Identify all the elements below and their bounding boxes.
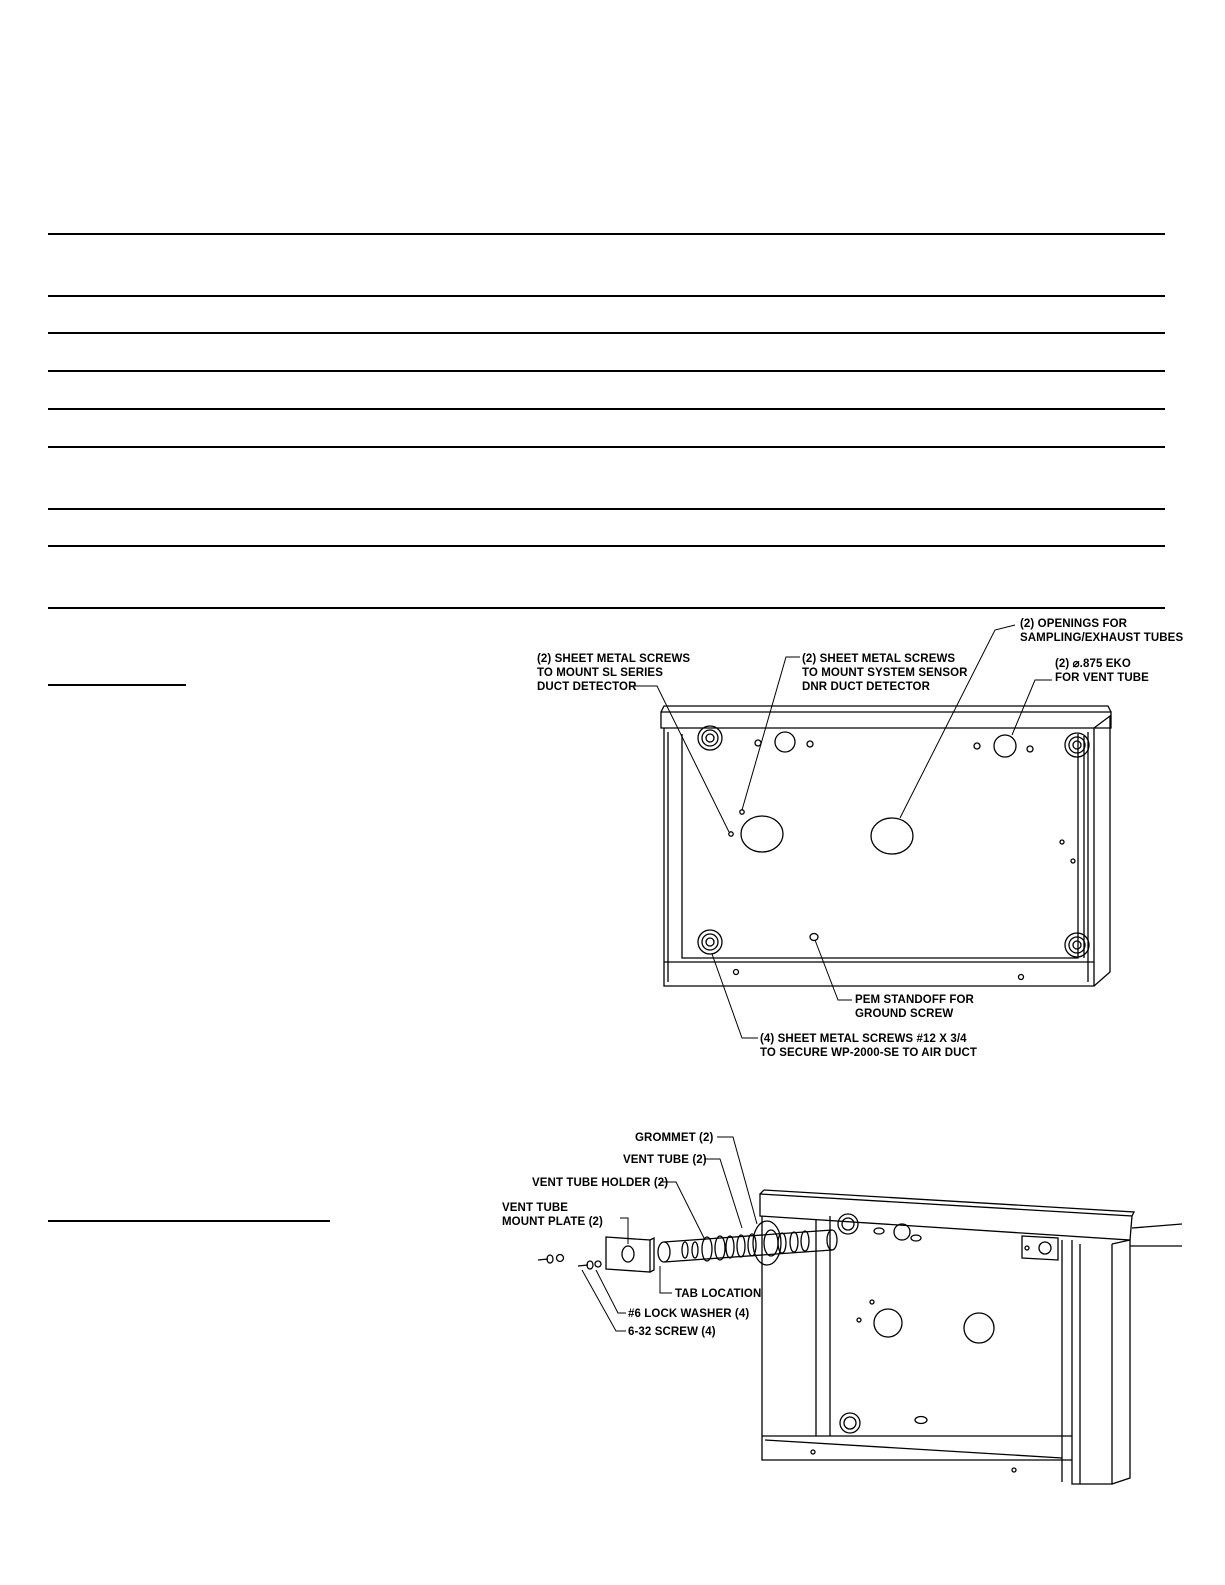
label-grommet: GROMMET (2): [635, 1132, 714, 1144]
label-mount-plate: VENT TUBE MOUNT PLATE (2): [502, 1202, 603, 1228]
label-pem-standoff: PEM STANDOFF FOR GROUND SCREW: [855, 994, 974, 1020]
label-lock-washer: #6 LOCK WASHER (4): [628, 1308, 750, 1320]
label-vent-tube: VENT TUBE (2): [623, 1154, 707, 1166]
label-sl-screws: (2) SHEET METAL SCREWS TO MOUNT SL SERIES DUCT DETECTOR: [537, 653, 691, 693]
label-tab-location: TAB LOCATION: [675, 1288, 762, 1300]
label-vent-tube-holder: VENT TUBE HOLDER (2): [532, 1177, 669, 1189]
label-dnr-screws: (2) SHEET METAL SCREWS TO MOUNT SYSTEM SENSOR DNR DUCT DETECTOR: [802, 653, 968, 693]
label-screw: 6-32 SCREW (4): [628, 1326, 716, 1338]
label-eko: (2) ⌀.875 EKO FOR VENT TUBE: [1055, 658, 1149, 684]
label-openings: (2) OPENINGS FOR SAMPLING/EXHAUST TUBES: [1020, 618, 1184, 644]
label-mount-screws: (4) SHEET METAL SCREWS #12 X 3/4 TO SECURE WP-2000-SE TO AIR DUCT: [760, 1033, 978, 1059]
